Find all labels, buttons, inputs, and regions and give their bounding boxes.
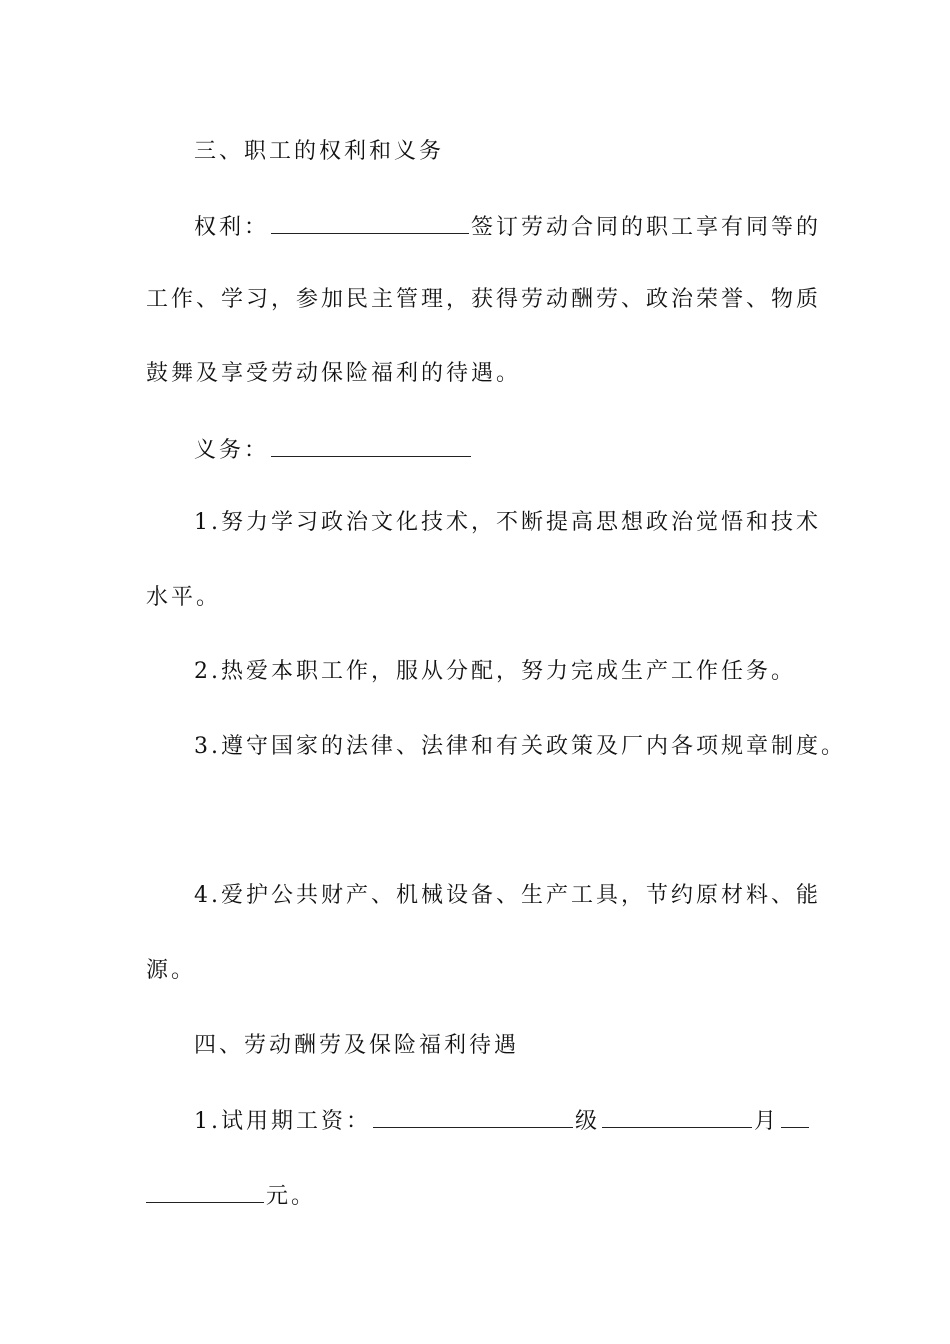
duties-line [194,434,874,466]
duty-4-line-1: 4.爱护公共财产、机械设备、生产工具，节约原材料、能 [194,883,821,908]
trial-wage-line-2 [146,1180,826,1212]
wage-grade-label: 级 [575,1109,601,1134]
rights-text-1: 签订劳动合同的职工享有同等的 [471,215,822,240]
wage-yuan-label: 元。 [266,1184,317,1209]
duty-1-line-1: 1.努力学习政治文化技术，不断提高思想政治觉悟和技术 [194,510,821,535]
section-3-title: 三、职工的权利和义务 [194,139,445,164]
duty-4-line-2: 源。 [146,958,197,983]
wage-blank-field[interactable] [373,1105,573,1128]
rights-paragraph-line-3: 鼓舞及享受劳动保险福利的待遇。 [146,361,522,386]
duties-label: 义务： [194,438,270,463]
rights-label: 权利： [194,215,270,240]
duty-3: 3.遵守国家的法律、法律和有关政策及厂内各项规章制度。 [194,734,846,759]
wage-label: 1.试用期工资： [194,1109,371,1134]
wage-month-label: 月 [754,1109,780,1134]
month-blank-field[interactable] [781,1105,809,1128]
yuan-blank-field[interactable] [146,1180,264,1203]
rights-paragraph-line-1 [194,211,874,243]
rights-paragraph-line-2: 工作、学习，参加民主管理，获得劳动酬劳、政治荣誉、物质 [146,287,822,312]
rights-blank-field[interactable] [271,211,469,234]
section-4-title: 四、劳动酬劳及保险福利待遇 [194,1033,520,1058]
duties-blank-field[interactable] [271,434,471,457]
trial-wage-line-1 [194,1105,874,1137]
duty-2: 2.热爱本职工作，服从分配，努力完成生产工作任务。 [194,659,796,684]
duty-1-line-2: 水平。 [146,585,222,610]
grade-blank-field[interactable] [602,1105,752,1128]
